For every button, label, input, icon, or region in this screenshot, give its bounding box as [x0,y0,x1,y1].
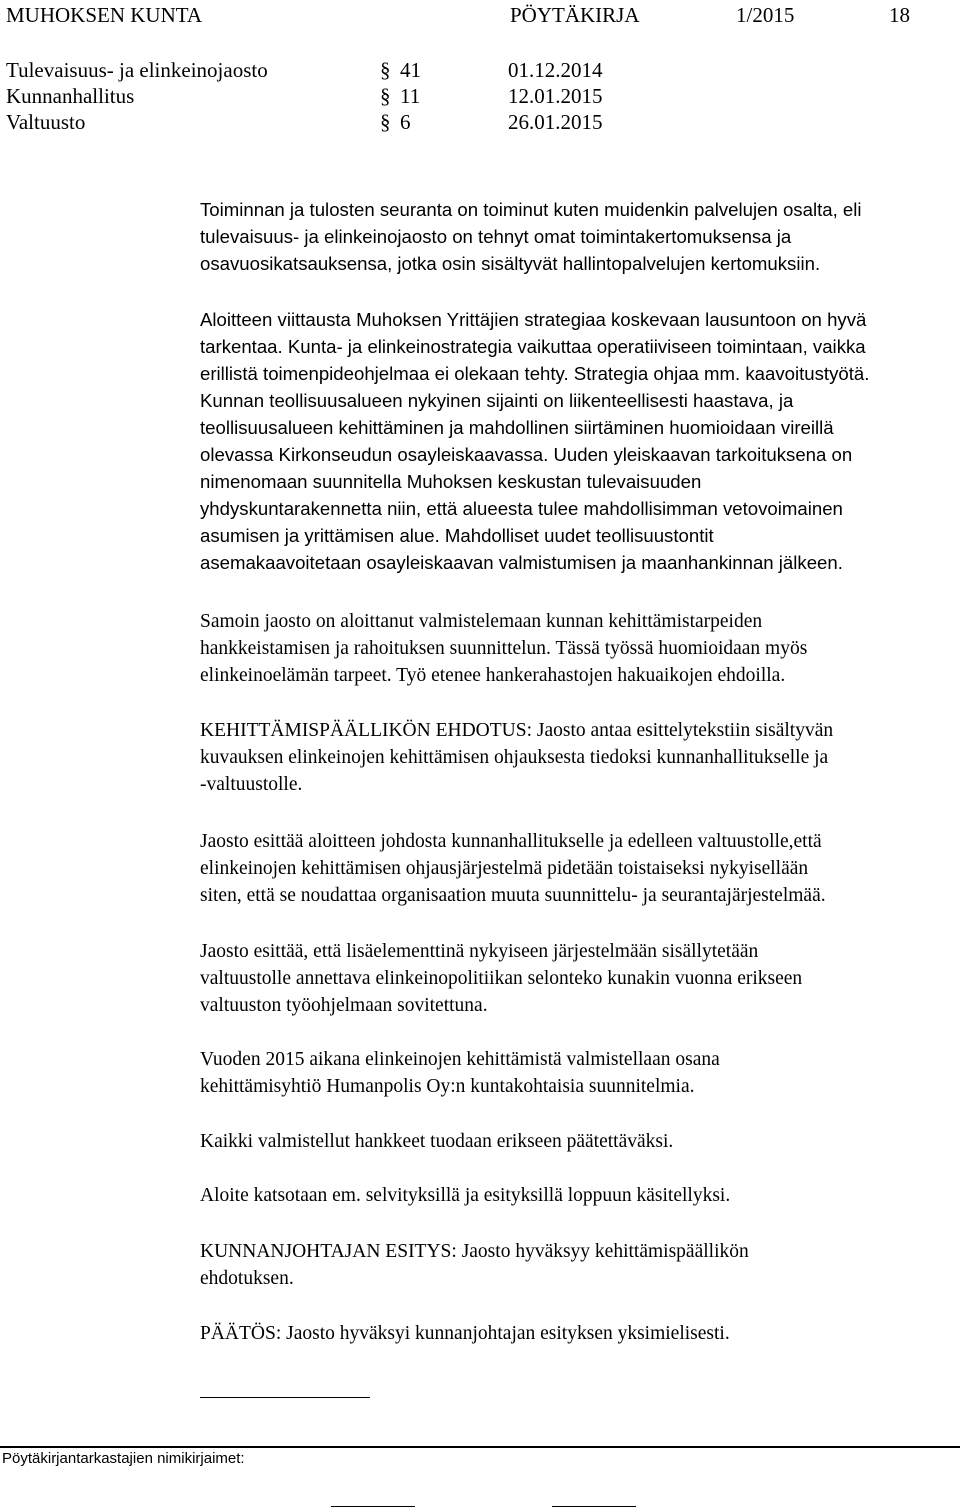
text-line: Vuoden 2015 aikana elinkeinojen kehittämistä valmistellaan osana [200,1049,720,1070]
meeting-date: 01.12.2014 [508,58,603,82]
paragraph-policy-report [200,938,802,1019]
text-line: hankkeistamisen ja rahoituksen suunnittelun. Tässä työssä huomioidaan myös [200,638,808,659]
text-line: Aloite katsotaan em. selvityksillä ja esityksillä loppuun käsitellyksi. [200,1185,731,1206]
text-line: elinkeinojen kehittämisen ohjausjärjestelmä pidetään toistaiseksi nykyisellään [200,858,809,879]
text-line: valtuuston työohjelmaan sovitettuna. [200,995,488,1016]
section-sign: § [380,84,391,108]
text-line: kuvauksen elinkeinojen kehittämisen ohjauksesta tiedoksi kunnanhallitukselle ja [200,747,829,768]
section-number: 6 [400,110,411,134]
page-number: 18 [889,3,910,27]
text-line: Toiminnan ja tulosten seuranta on toiminut kuten muidenkin palvelujen osalta, eli [200,199,862,220]
paragraph-mayor-proposal [200,1238,749,1292]
text-line: tarkentaa. Kunta- ja elinkeinostrategia vaikuttaa operatiiviseen toimintaan, vaikka [200,336,866,357]
text-line: nimenomaan suunnitella Muhoksen keskustan tulevaisuuden [200,471,702,492]
meeting-body: Valtuusto [6,110,86,134]
signature-line [200,1397,370,1398]
meeting-row [0,58,700,84]
paragraph-projects [200,1128,673,1155]
text-line: asemakaavoitetaan osayleiskaavan valmistumisen ja maanhankinnan jälkeen. [200,552,843,573]
section-number: 11 [400,84,421,108]
text-line: Samoin jaosto on aloittanut valmistelemaan kunnan kehittämistarpeiden [200,611,763,632]
text-line: kehittämisyhtiö Humanpolis Oy:n kuntakohtaisia suunnitelmia. [200,1076,695,1097]
paragraph-initiative-closed [200,1182,730,1209]
meeting-row [0,84,700,110]
initials-line [552,1506,636,1507]
text-line: KEHITTÄMISPÄÄLLIKÖN EHDOTUS: Jaosto antaa esittelytekstiin sisältyvän [200,720,834,741]
text-line: tulevaisuus- ja elinkeinojaosto on tehnyt omat toimintakertomuksensa ja [200,226,792,247]
text-line: Jaosto esittää aloitteen johdosta kunnanhallitukselle ja edelleen valtuustolle,että [200,831,822,852]
footer-divider [0,1446,960,1448]
text-line: Kaikki valmistellut hankkeet tuodaan erikseen päätettäväksi. [200,1131,674,1152]
initials-label: Pöytäkirjantarkastajien nimikirjaimet: [2,1450,245,1467]
text-line: erillistä toimenpideohjelmaa ei olekaan tehty. Strategia ohjaa mm. kaavoitustyötä. [200,363,870,384]
text-line: olevassa Kirkonseudun osayleiskaavassa. Uuden yleiskaavan tarkoituksena on [200,444,853,465]
text-line: asumisen ja yrittämisen alue. Mahdolliset uudet teollisuustontit [200,525,714,546]
text-line: valtuustolle annettava elinkeinopolitiikan selonteko kunakin vuonna erikseen [200,968,803,989]
document-type: PÖYTÄKIRJA [510,3,640,27]
text-line: siten, että se noudattaa organisaation muuta suunnittelu- ja seurantajärjestelmää. [200,885,826,906]
text-line: ehdotuksen. [200,1268,294,1289]
text-line: teollisuusalueen kehittäminen ja mahdollinen siirtäminen huomioidaan vireillä [200,417,834,438]
text-line: Aloitteen viittausta Muhoksen Yrittäjien strategiaa koskevaan lausuntoon on hyvä [200,309,867,330]
text-line: -valtuustolle. [200,774,303,795]
text-line: PÄÄTÖS: Jaosto hyväksyi kunnanjohtajan esityksen yksimielisesti. [200,1323,730,1344]
paragraph-proposal [200,717,833,798]
paragraph-development-needs [200,608,807,689]
text-line: Kunnan teollisuusalueen nykyinen sijainti on liikenteellisesti haastava, ja [200,390,794,411]
paragraph-2015-plan [200,1046,720,1100]
paragraph-monitoring [200,196,862,277]
meeting-row [0,110,700,136]
meeting-body: Kunnanhallitus [6,84,135,108]
text-line: yhdyskuntarakennetta niin, että alueesta tulee mahdollisimman vetovoimainen [200,498,843,519]
section-sign: § [380,110,391,134]
section-sign: § [380,58,391,82]
meeting-date: 12.01.2015 [508,84,603,108]
meeting-references [0,58,700,136]
paragraph-steering-system [200,828,826,909]
text-line: Jaosto esittää, että lisäelementtinä nykyiseen järjestelmään sisällytetään [200,941,759,962]
initials-line [331,1506,415,1507]
document-number: 1/2015 [736,3,795,27]
section-number: 41 [400,58,421,82]
text-line: KUNNANJOHTAJAN ESITYS: Jaosto hyväksyy kehittämispäällikön [200,1241,749,1262]
municipality-name: MUHOKSEN KUNTA [6,3,203,27]
paragraph-strategy [200,306,869,576]
meeting-body: Tulevaisuus- ja elinkeinojaosto [6,58,268,82]
text-line: elinkeinoelämän tarpeet. Työ etenee hankerahastojen hakuaikojen ehdoilla. [200,665,786,686]
meeting-date: 26.01.2015 [508,110,603,134]
text-line: osavuosikatsauksensa, jotka osin sisältyvät hallintopalvelujen kertomuksiin. [200,253,821,274]
paragraph-decision [200,1320,730,1347]
